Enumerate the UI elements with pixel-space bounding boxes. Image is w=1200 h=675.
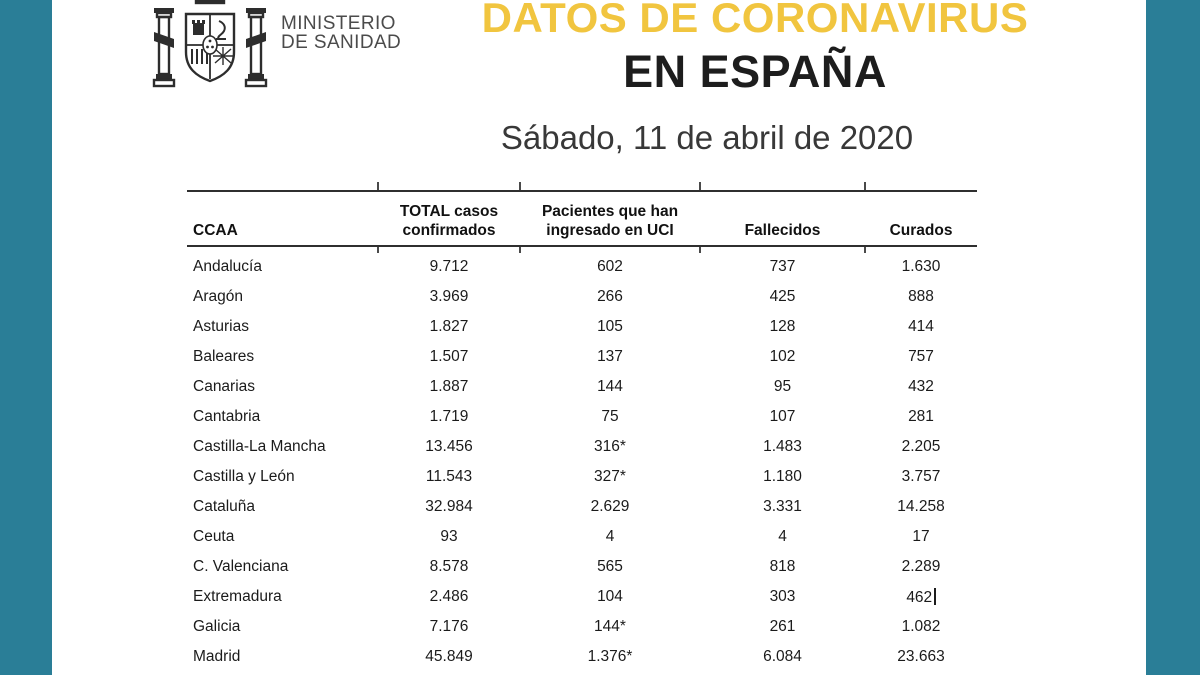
column-divider-tick <box>519 182 521 190</box>
column-header-confirmados-label: TOTAL casos confirmados <box>399 203 499 240</box>
column-divider-tick <box>864 247 866 253</box>
column-header-curados: Curados <box>889 222 953 240</box>
cell-uci: 266 <box>597 288 623 305</box>
cell-fallecidos: 1.180 <box>763 468 802 485</box>
cell-fallecidos: 4 <box>778 528 787 545</box>
table-row <box>187 402 977 432</box>
cell-confirmados: 32.984 <box>425 498 473 515</box>
table-body <box>187 252 977 672</box>
cell-uci: 104 <box>597 588 623 605</box>
cell-fallecidos: 261 <box>769 618 796 635</box>
cell-ccaa: Extremadura <box>193 588 282 605</box>
cell-curados: 432 <box>908 378 934 395</box>
cell-ccaa: Ceuta <box>193 528 235 545</box>
text-cursor-artifact <box>934 588 936 605</box>
table-row <box>187 342 977 372</box>
cell-fallecidos: 818 <box>769 558 796 575</box>
cell-curados: 2.289 <box>901 558 941 575</box>
cell-confirmados: 11.543 <box>425 468 473 485</box>
page-title-line2: EN ESPAÑA <box>623 46 887 97</box>
cell-curados: 757 <box>908 348 934 365</box>
ministry-name-line2: DE SANIDAD <box>281 32 402 53</box>
table-row <box>187 252 977 282</box>
cell-confirmados: 2.486 <box>429 588 469 605</box>
table-row <box>187 312 977 342</box>
cell-ccaa: Andalucía <box>193 258 262 275</box>
cell-fallecidos: 102 <box>769 348 796 365</box>
column-header-uci-label: Pacientes que han ingresado en UCI <box>541 203 679 240</box>
cell-uci: 105 <box>597 318 623 335</box>
cell-fallecidos: 737 <box>769 258 796 275</box>
table-row <box>187 612 977 642</box>
cell-uci: 327* <box>594 468 626 485</box>
cell-curados: 2.205 <box>901 438 941 455</box>
cell-confirmados: 1.887 <box>429 378 469 395</box>
column-header-uci <box>520 203 700 245</box>
cell-curados: 23.663 <box>897 648 945 665</box>
column-divider-tick <box>699 247 701 253</box>
cell-confirmados: 1.719 <box>429 408 469 425</box>
cell-curados: 414 <box>908 318 934 335</box>
cell-ccaa: Cataluña <box>193 498 256 515</box>
spain-coat-of-arms-logo <box>146 0 274 112</box>
table-row <box>187 522 977 552</box>
cell-curados: 281 <box>908 408 934 425</box>
cell-confirmados: 1.507 <box>429 348 469 365</box>
cell-ccaa: Aragón <box>193 288 243 305</box>
cell-fallecidos: 3.331 <box>763 498 802 515</box>
cell-ccaa: Asturias <box>193 318 249 335</box>
cell-fallecidos: 425 <box>769 288 796 305</box>
cell-confirmados: 93 <box>440 528 458 545</box>
cell-fallecidos: 107 <box>769 408 796 425</box>
covid-data-table <box>187 190 977 672</box>
cell-fallecidos: 303 <box>769 588 796 605</box>
table-row <box>187 552 977 582</box>
cell-confirmados: 3.969 <box>429 288 469 305</box>
cell-ccaa: Baleares <box>193 348 255 365</box>
cell-ccaa: Castilla-La Mancha <box>193 438 326 455</box>
column-divider-tick <box>864 182 866 190</box>
cell-ccaa: Castilla y León <box>193 468 295 485</box>
table-row <box>187 432 977 462</box>
cell-ccaa: Canarias <box>193 378 256 395</box>
cell-uci: 316* <box>594 438 626 455</box>
cell-curados: 1.082 <box>901 618 941 635</box>
left-accent-bar <box>0 0 52 675</box>
cell-uci: 602 <box>597 258 623 275</box>
cell-confirmados: 7.176 <box>429 618 469 635</box>
cell-curados: 1.630 <box>901 258 941 275</box>
cell-ccaa: Cantabria <box>193 408 261 425</box>
table-header-row <box>187 190 977 247</box>
cell-curados: 17 <box>912 528 930 545</box>
cell-curados: 462 <box>865 588 977 607</box>
column-header-fallecidos: Fallecidos <box>744 222 821 240</box>
table-row <box>187 492 977 522</box>
column-header-ccaa: CCAA <box>193 222 238 240</box>
cell-uci: 565 <box>597 558 623 575</box>
cell-uci: 144 <box>597 378 623 395</box>
right-accent-bar <box>1146 0 1200 675</box>
ministry-name <box>281 14 401 52</box>
cell-ccaa: Madrid <box>193 648 241 665</box>
table-row <box>187 372 977 402</box>
cell-confirmados: 9.712 <box>429 258 469 275</box>
cell-uci: 2.629 <box>590 498 630 515</box>
column-divider-tick <box>699 182 701 190</box>
column-header-confirmados <box>378 203 520 245</box>
cell-ccaa: C. Valenciana <box>193 558 289 575</box>
page-title-line1: DATOS DE CORONAVIRUS <box>481 0 1029 41</box>
cell-confirmados: 8.578 <box>429 558 469 575</box>
column-divider-tick <box>519 247 521 253</box>
cell-uci: 137 <box>597 348 623 365</box>
cell-fallecidos: 6.084 <box>763 648 802 665</box>
cell-uci: 4 <box>605 528 615 545</box>
cell-confirmados: 45.849 <box>425 648 473 665</box>
ministry-name-line1: MINISTERIO <box>281 13 396 34</box>
table-row <box>187 582 977 612</box>
table-row <box>187 462 977 492</box>
cell-fallecidos: 1.483 <box>763 438 802 455</box>
table-row <box>187 642 977 672</box>
cell-uci: 144* <box>594 618 626 635</box>
cell-curados: 888 <box>908 288 934 305</box>
cell-confirmados: 1.827 <box>429 318 469 335</box>
column-divider-tick <box>377 247 379 253</box>
cell-fallecidos: 128 <box>769 318 796 335</box>
cell-confirmados: 13.456 <box>425 438 473 455</box>
cell-ccaa: Galicia <box>193 618 241 635</box>
cell-curados: 3.757 <box>901 468 941 485</box>
table-row <box>187 282 977 312</box>
cell-uci: 1.376* <box>587 648 633 665</box>
report-date: Sábado, 11 de abril de 2020 <box>500 119 914 156</box>
cell-curados: 14.258 <box>897 498 945 515</box>
column-divider-tick <box>377 182 379 190</box>
cell-fallecidos: 95 <box>773 378 792 395</box>
cell-uci: 75 <box>601 408 619 425</box>
